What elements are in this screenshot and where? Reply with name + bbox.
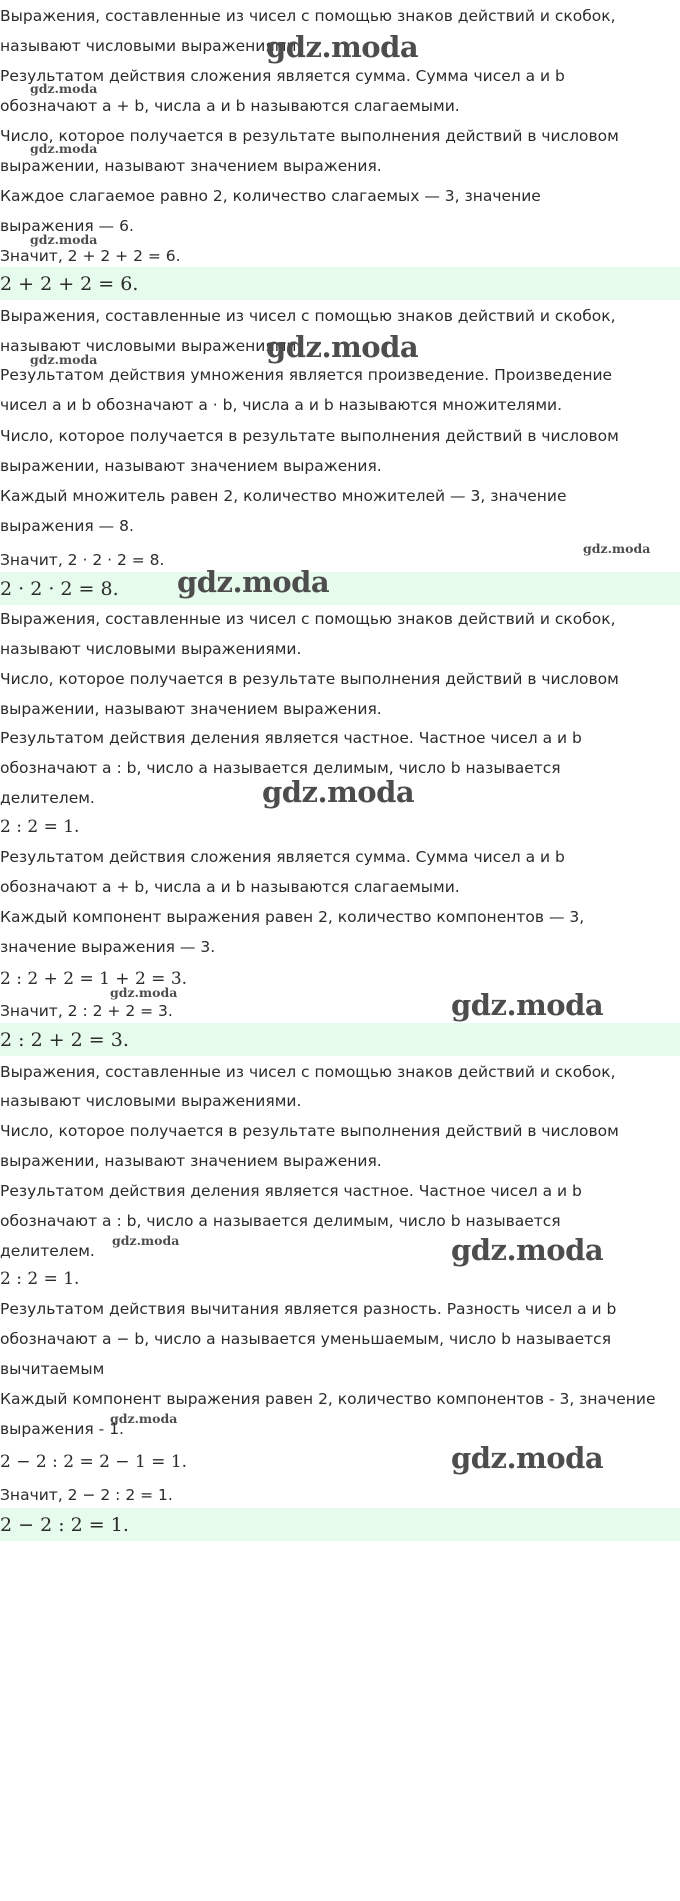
text-line: делителем. <box>0 1242 95 1260</box>
text-line: Каждый компонент выражения равен 2, количество компонентов - 3, значение <box>0 1390 656 1408</box>
text-line: Выражения, составленные из чисел с помощью знаков действий и скобок, <box>0 1063 616 1081</box>
watermark: gdz.moda <box>30 81 98 96</box>
watermark: gdz.moda <box>262 775 415 809</box>
text-line: Число, которое получается в результате выполнения действий в числовом <box>0 427 619 445</box>
text-line: Результатом действия умножения является произведение. Произведение <box>0 366 613 384</box>
conclusion-line: Значит, 2 · 2 · 2 = 8. <box>0 551 165 569</box>
answer-box <box>0 572 680 605</box>
answer-expression: 2 + 2 + 2 = 6. <box>0 273 139 295</box>
text-line: называют числовыми выражениями. <box>0 37 302 55</box>
watermark: gdz.moda <box>451 988 604 1022</box>
answer-box <box>0 1023 680 1056</box>
text-line: Число, которое получается в результате выполнения действий в числовом <box>0 127 619 145</box>
text-line: выражении, называют значением выражения. <box>0 700 382 718</box>
text-line: Результатом действия сложения является сумма. Сумма чисел a и b <box>0 848 565 866</box>
text-line: Результатом действия деления является частное. Частное чисел a и b <box>0 1182 582 1200</box>
watermark: gdz.moda <box>583 541 651 556</box>
watermark: gdz.moda <box>110 985 178 1000</box>
text-line: Число, которое получается в результате выполнения действий в числовом <box>0 1122 619 1140</box>
text-line: Результатом действия сложения является сумма. Сумма чисел a и b <box>0 67 565 85</box>
text-line: Выражения, составленные из чисел с помощью знаков действий и скобок, <box>0 610 616 628</box>
text-line: Результатом действия деления является частное. Частное чисел a и b <box>0 729 582 747</box>
watermark: gdz.moda <box>30 352 98 367</box>
text-line: выражении, называют значением выражения. <box>0 457 382 475</box>
text-line: обозначают a + b, числа a и b называются слагаемыми. <box>0 97 460 115</box>
watermark: gdz.moda <box>112 1233 180 1248</box>
answer-expression: 2 : 2 + 2 = 3. <box>0 1029 129 1051</box>
text-line: выражения — 6. <box>0 217 134 235</box>
watermark: gdz.moda <box>451 1441 604 1475</box>
text-line: Число, которое получается в результате выполнения действий в числовом <box>0 670 619 688</box>
math-line: 2 : 2 = 1. <box>0 1269 80 1289</box>
text-line: чисел a и b обозначают a · b, числа a и b называются множителями. <box>0 396 563 414</box>
math-line: 2 : 2 + 2 = 1 + 2 = 3. <box>0 969 188 989</box>
text-line: обозначают a − b, число a называется уменьшаемым, число b называется <box>0 1330 612 1348</box>
text-line: выражении, называют значением выражения. <box>0 157 382 175</box>
text-line: называют числовыми выражениями. <box>0 337 302 355</box>
text-line: Каждый компонент выражения равен 2, количество компонентов — 3, <box>0 908 585 926</box>
text-line: обозначают a + b, числа a и b называются слагаемыми. <box>0 878 460 896</box>
answer-box <box>0 1508 680 1541</box>
text-line: значение выражения — 3. <box>0 938 216 956</box>
watermark: gdz.moda <box>266 30 419 64</box>
watermark: gdz.moda <box>451 1233 604 1267</box>
watermark: gdz.moda <box>110 1411 178 1426</box>
text-line: Каждый множитель равен 2, количество множителей — 3, значение <box>0 487 567 505</box>
text-line: обозначают a : b, число a называется делимым, число b называется <box>0 1212 561 1230</box>
text-line: делителем. <box>0 789 95 807</box>
conclusion-line: Значит, 2 − 2 : 2 = 1. <box>0 1486 173 1504</box>
text-line: Выражения, составленные из чисел с помощью знаков действий и скобок, <box>0 7 616 25</box>
text-line: выражения — 8. <box>0 517 134 535</box>
watermark: gdz.moda <box>30 141 98 156</box>
text-line: выражения - 1. <box>0 1420 124 1438</box>
math-line: 2 − 2 : 2 = 2 − 1 = 1. <box>0 1452 188 1472</box>
text-line: вычитаемым <box>0 1360 105 1378</box>
watermark: gdz.moda <box>30 232 98 247</box>
conclusion-line: Значит, 2 : 2 + 2 = 3. <box>0 1002 173 1020</box>
text-line: выражении, называют значением выражения. <box>0 1152 382 1170</box>
text-line: Выражения, составленные из чисел с помощью знаков действий и скобок, <box>0 307 616 325</box>
answer-expression: 2 − 2 : 2 = 1. <box>0 1514 129 1536</box>
answer-expression: 2 · 2 · 2 = 8. <box>0 578 119 600</box>
math-line: 2 : 2 = 1. <box>0 817 80 837</box>
watermark: gdz.moda <box>177 565 330 599</box>
text-line: Каждое слагаемое равно 2, количество слагаемых — 3, значение <box>0 187 541 205</box>
answer-box <box>0 267 680 300</box>
watermark: gdz.moda <box>266 330 419 364</box>
conclusion-line: Значит, 2 + 2 + 2 = 6. <box>0 247 181 265</box>
text-line: называют числовыми выражениями. <box>0 640 302 658</box>
text-line: называют числовыми выражениями. <box>0 1092 302 1110</box>
text-line: Результатом действия вычитания является разность. Разность чисел a и b <box>0 1300 617 1318</box>
text-line: обозначают a : b, число a называется делимым, число b называется <box>0 759 561 777</box>
